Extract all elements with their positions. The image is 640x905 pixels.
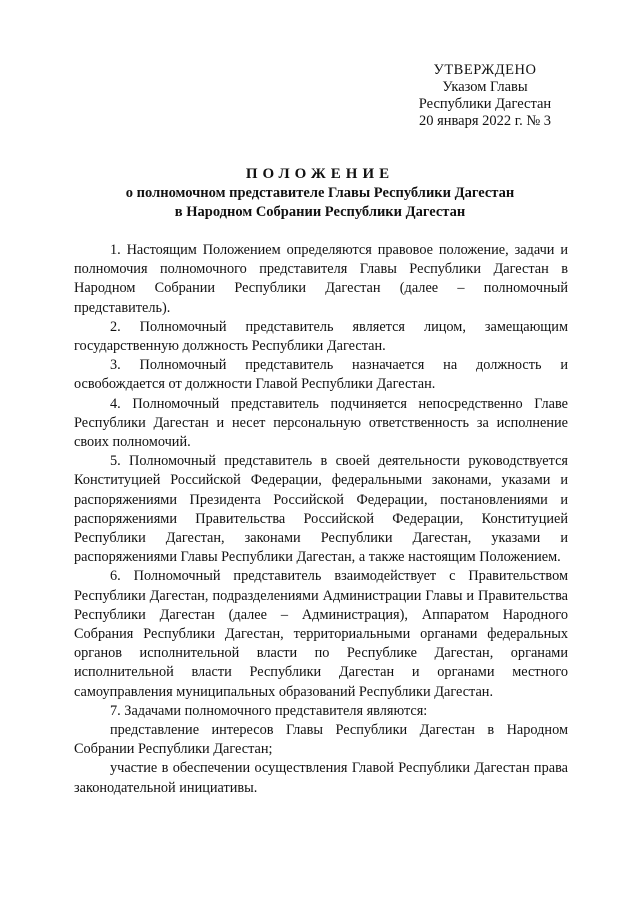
paragraph-7: 7. Задачами полномочного представителя являются:	[110, 702, 428, 719]
paragraph-7-item-1: представление интересов Главы Республики Дагестан в Народном Собрании Республики Дагестан;	[74, 722, 568, 758]
approval-decree-line: Указом Главы	[442, 79, 528, 95]
paragraph-1: 1. Настоящим Положением определяются правовое положение, задачи и полномочия полномочного представителя Главы Республики Дагестан в Народном Собрании Республики Дагестан (далее – полномочный представитель).	[74, 242, 568, 316]
title-main: ПОЛОЖЕНИЕ	[245, 166, 395, 182]
approval-date-line: 20 января 2022 г. № 3	[418, 113, 552, 129]
title-subtitle-1: о полномочном представителе Главы Республики Дагестан	[125, 185, 515, 201]
paragraph-4: 4. Полномочный представитель подчиняется непосредственно Главе Республики Дагестан и несет персональную ответственность за исполнение своих полномочий.	[74, 395, 568, 451]
title-subtitle-2: в Народном Собрании Республики Дагестан	[174, 204, 466, 220]
document-title	[72, 164, 568, 222]
paragraph-7-item-2: участие в обеспечении осуществления Главой Республики Дагестан права законодательной инициативы.	[74, 760, 568, 796]
paragraph-6: 6. Полномочный представитель взаимодействует с Правительством Республики Дагестан, подразделениями Администрации Главы и Правительства Республики Дагестан (далее – Администрация), Аппаратом Народного Собрания Республики Дагестан, территориальными органами федеральных органов исполнительной власти по Республике Дагестан, органами исполнительной власти Республики Дагестан и органами местного самоуправления муниципальных образований Республики Дагестан.	[74, 568, 568, 700]
approval-stamp	[405, 62, 565, 130]
document-body	[74, 241, 568, 798]
approval-heading: УТВЕРЖДЕНО	[433, 62, 537, 78]
paragraph-2: 2. Полномочный представитель является лицом, замещающим государственную должность Республики Дагестан.	[74, 318, 568, 355]
paragraph-5: 5. Полномочный представитель в своей деятельности руководствуется Конституцией Российской Федерации, федеральными законами, указами и распоряжениями Президента Российской Федерации, постановлениями и распоряжениями Правительства Российской Федерации, Конституцией Республики Дагестан, законами Республики Дагестан, указами и распоряжениями Главы Республики Дагестан, а также настоящим Положением.	[74, 453, 568, 566]
approval-republic-line: Республики Дагестан	[418, 96, 552, 112]
paragraph-3: 3. Полномочный представитель назначается на должность и освобождается от должности Главой Республики Дагестан.	[74, 357, 568, 393]
